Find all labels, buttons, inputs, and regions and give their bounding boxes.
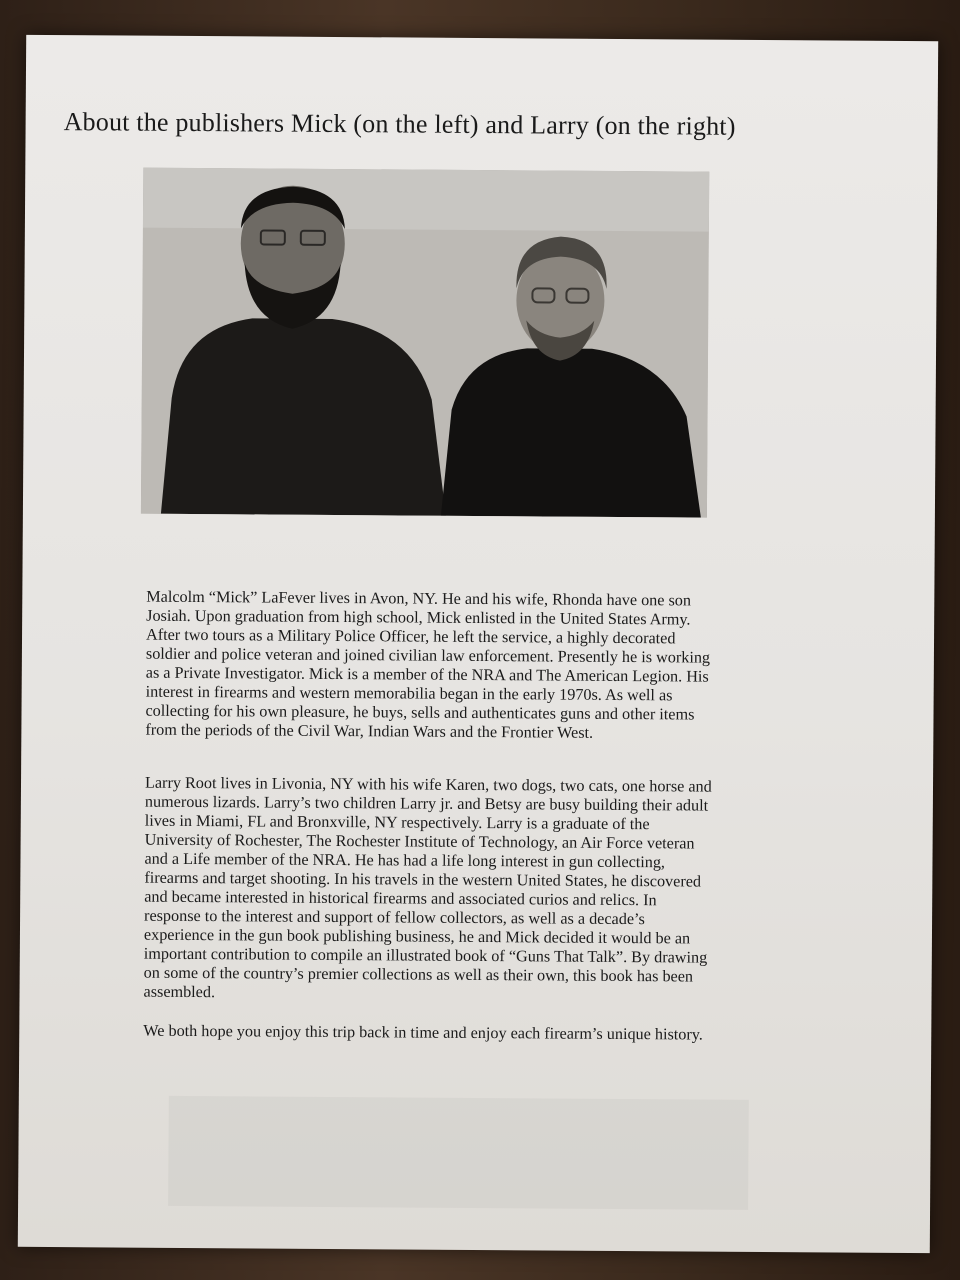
bleed-through-shadow (168, 1096, 749, 1210)
closing-paragraph: We both hope you enjoy this trip back in time and enjoy each firearm’s unique history. (143, 1021, 703, 1044)
page-title: About the publishers Mick (on the left) and Larry (on the right) (63, 107, 736, 141)
bio-paragraph-mick: Malcolm “Mick” LaFever lives in Avon, NY. He and his wife, Rhonda have one son Josiah. Upon graduation from high school, Mick enlisted in the United States Army. After two tours as a Military Police Officer, he left the service, a highly decorated soldier and police veteran and joined civilian law enforcement. Presently he is working as a Private Investigator. Mick is a member of the NRA and The American Legion. His interest in firearms and western memorabilia began in the early 1970s. As well as collecting for his own pleasure, he buys, sells and authenticates guns and other items from the periods of the Civil War, Indian Wars and the Frontier West. (145, 587, 711, 742)
publishers-bio (143, 588, 716, 1079)
publishers-photo (141, 168, 709, 518)
book-page (18, 35, 938, 1253)
bio-paragraph-larry: Larry Root lives in Livonia, NY with his wife Karen, two dogs, two cats, one horse and numerous lizards. Larry’s two children Larry jr. and Betsy are busy building their adult lives in Miami, FL and Bronxville, NY respectively. Larry is a graduate of the University of Rochester, The Rochester Institute of Technology, an Air Force veteran and a Life member of the NRA. He has had a life long interest in gun collecting, firearms and target shooting. In his travels in the western United States, he discovered and became interested in historical firearms and associated curios and relics. In response to the interest and support of fellow collectors, as well as a decade’s experience in the gun book publishing business, he and Mick decided it would be an important contribution to compile an illustrated book of “Guns That Talk”. By drawing on some of the country’s premier collections as well as their own, this book has been assembled. (143, 773, 712, 1002)
